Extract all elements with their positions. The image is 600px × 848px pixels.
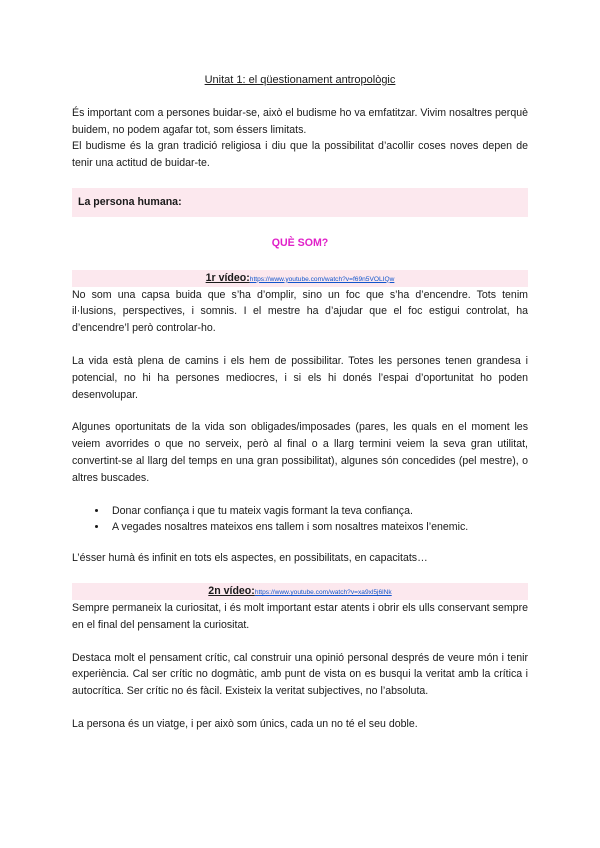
intro-paragraph-1: És important com a persones buidar-se, això el budisme ho va emfatitzar. Vivim nosaltres perquè buidem, no podem agafar tot, som éssers limitats. [72, 106, 528, 136]
page-title: Unitat 1: el qüestionament antropològic [204, 74, 396, 86]
subheading: QUÈ SOM? [271, 236, 329, 249]
video1-bullet-list [72, 503, 528, 537]
video2-label: 2n vídeo: [208, 584, 255, 597]
intro-paragraph-2: El budisme és la gran tradició religiosa i diu que la possibilitat d’acollir coses noves depen de tenir una actitud de buidar-te. [72, 140, 528, 170]
document-page [72, 72, 528, 749]
video2-paragraph-3: La persona és un viatge, i per això som únics, cada un no té el seu doble. [72, 717, 418, 730]
section-heading-box [72, 188, 528, 217]
video2-paragraph-2: Destaca molt el pensament crític, cal construir una opinió personal després de veure món i tenir experiència. Cal ser crític no dogmàtic, amb punt de vista on es busqui la veritat amb la crítica i autocrítica. Ser crític no és fàcil. Existeix la veritat subjectives, no l’absoluta. [72, 651, 528, 698]
video2-link[interactable]: https://www.youtube.com/watch?v=xa9xl5j6lNk [254, 588, 392, 596]
video2-paragraph-1: Sempre permaneix la curiositat, i és molt important estar atents i obrir els ulls conservant sempre en el final del pensament la curiositat. [72, 601, 528, 631]
video2-header [72, 583, 528, 600]
video1-paragraph-1: No som una capsa buida que s’ha d’omplir, sino un foc que s’ha d’encendre. Tots tenim il·lusions, perspectives, i somnis. I el mestre ha d’ajudar que el foc estigui controlat, ha d’encendre’l però controlar-ho. [72, 288, 528, 335]
section-heading: La persona humana: [78, 195, 182, 208]
video1-closing: L’ésser humà és infinit en tots els aspectes, en possibilitats, en capacitats… [72, 552, 428, 565]
video1-header [72, 270, 528, 287]
video1-paragraph-2: La vida està plena de camins i els hem de possibilitar. Totes les persones tenen grandesa i potencial, no hi ha persones mediocres, i si els hi donés l’espai d’oportunitat ho poden desenvolupar. [72, 354, 528, 401]
video1-paragraph-3: Algunes oportunitats de la vida son obligades/imposades (pares, les quals en el moment les veiem avorrides o que no serveix, però al final o a llarg termini veiem la seva gran utilitat, convertint-se al llarg del temps en una gran possibilitat), algunes són concedides (pel mestre), o altres buscades. [72, 421, 528, 484]
list-item: • Donar confiança i que tu mateix vagis formant la teva confiança. [108, 503, 528, 520]
list-item: • A vegades nosaltres mateixos ens tallem i som nosaltres mateixos l’enemic. [108, 519, 528, 536]
video1-label: 1r vídeo: [205, 271, 250, 284]
video1-link[interactable]: https://www.youtube.com/watch?v=f69n5VOLIQw [249, 275, 395, 283]
